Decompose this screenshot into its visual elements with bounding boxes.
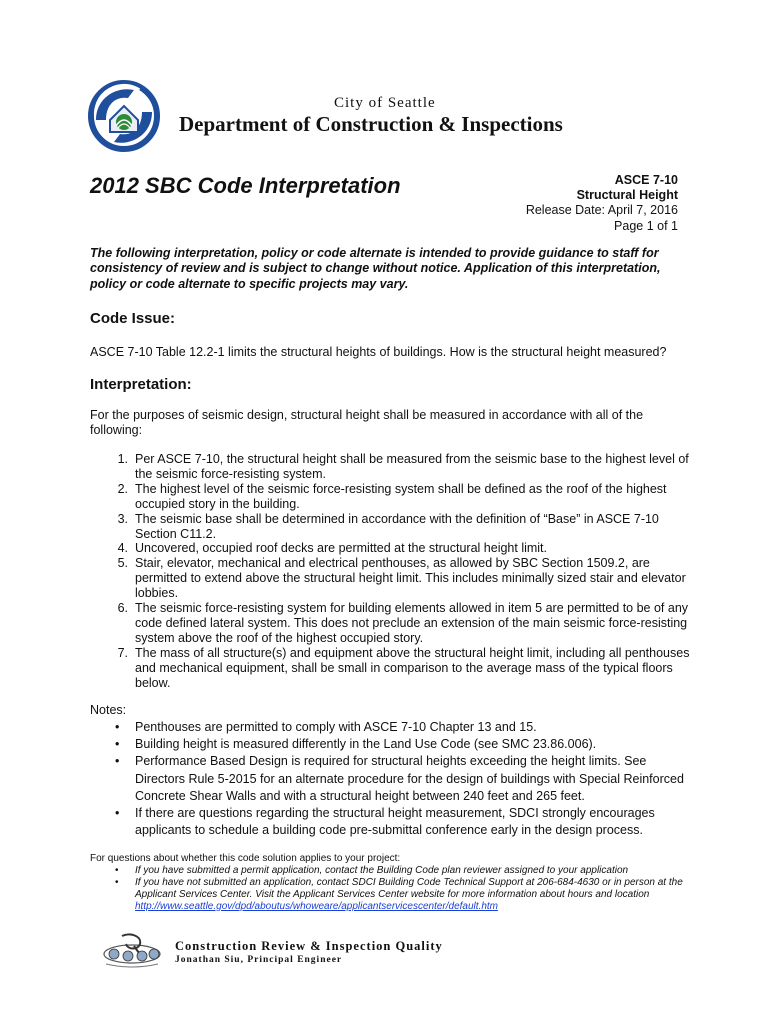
- list-item: 5. Stair, elevator, mechanical and electrical penthouses, as allowed by SBC Section 1509.2, are permitted to extend above the structural height limit. This includes minimally sized stair and elevator lobbies.: [117, 556, 686, 601]
- note-item: • Building height is measured differently in the Land Use Code (see SMC 23.86.006).: [115, 737, 597, 752]
- applicant-services-link[interactable]: http://www.seattle.gov/dpd/aboutus/whoweare/applicantservicescenter/default.htm: [135, 901, 498, 912]
- notes-label: Notes:: [90, 703, 127, 717]
- list-item: 2. The highest level of the seismic force-resisting system shall be defined as the roof of the highest occupied story in the building.: [117, 481, 667, 511]
- document-meta: [526, 173, 678, 234]
- city-name: City of Seattle: [334, 95, 436, 111]
- interpretation-lead: For the purposes of seismic design, structural height shall be measured in accordance with all of the following:: [90, 408, 644, 438]
- note-item: • Performance Based Design is required for structural heights exceeding the height limits. See Directors Rule 5-2015 for an alternate procedure for the design of buildings with Special Reinforced Concrete Shear Walls and with a structural height between 240 feet and 265 feet.: [115, 754, 684, 803]
- interpretation-list: [90, 452, 690, 691]
- document-subject: Structural Height: [576, 188, 678, 203]
- note-item: • Penthouses are permitted to comply with ASCE 7-10 Chapter 13 and 15.: [115, 720, 537, 734]
- document-title: 2012 SBC Code Interpretation: [90, 173, 401, 198]
- interpretation-heading: Interpretation:: [90, 376, 192, 393]
- list-item: 1. Per ASCE 7-10, the structural height shall be measured from the seismic base to the highest level of the seismic force-resisting system.: [117, 452, 689, 481]
- list-item: 7. The mass of all structure(s) and equipment above the structural height limit, including all penthouses and mechanical equipment, shall be small in comparison to the average mass of the typical floors below.: [117, 645, 690, 690]
- notes-list: [90, 719, 690, 839]
- footer-title: Construction Review & Inspection Quality: [175, 939, 443, 953]
- code-issue-heading: Code Issue:: [90, 310, 176, 327]
- list-item: 6. The seismic force-resisting system for building elements allowed in item 5 are permitted to be of any code defined lateral system. This does not preclude an extension of the main seismic force-resisting system above the roof of the highest occupied story.: [117, 601, 689, 645]
- question-item: • If you have submitted a permit application, contact the Building Code plan reviewer assigned to your application: [115, 865, 629, 876]
- question-item: • If you have not submitted an application, contact SDCI Building Code Technical Support at 206-684-4630 or in person at the Applicant Services Center. Visit the Applicant Services Center website for more information about hours and location http://www.seattle.gov/dpd/aboutus/whoweare/applicantservicescenter/default.htm: [115, 877, 683, 912]
- seattle-logo: [88, 80, 160, 152]
- criq-logo: [100, 930, 164, 972]
- code-issue-text: ASCE 7-10 Table 12.2-1 limits the structural heights of buildings. How is the structural height measured?: [90, 345, 667, 359]
- questions-lead: For questions about whether this code solution applies to your project:: [90, 853, 401, 864]
- intro-disclaimer: The following interpretation, policy or code alternate is intended to provide guidance to staff for consistency of review and is subject to change without notice. Application of this interpretation, policy or code alternate to specific projects may vary.: [90, 246, 661, 291]
- questions-list: [90, 865, 690, 913]
- page-number: Page 1 of 1: [614, 218, 678, 233]
- department-name: Department of Construction & Inspections: [179, 112, 563, 136]
- note-item: • If there are questions regarding the structural height measurement, SDCI strongly encourages applicants to schedule a building code pre-submittal conference early in the design process.: [115, 806, 655, 838]
- footer-subtitle: Jonathan Siu, Principal Engineer: [175, 955, 343, 965]
- list-item: 3. The seismic base shall be determined in accordance with the definition of “Base” in ASCE 7-10 Section C11.2.: [117, 511, 659, 541]
- list-item: 4. Uncovered, occupied roof decks are permitted at the structural height limit.: [117, 541, 548, 556]
- release-date: Release Date: April 7, 2016: [525, 203, 678, 218]
- code-reference: ASCE 7-10: [614, 173, 678, 187]
